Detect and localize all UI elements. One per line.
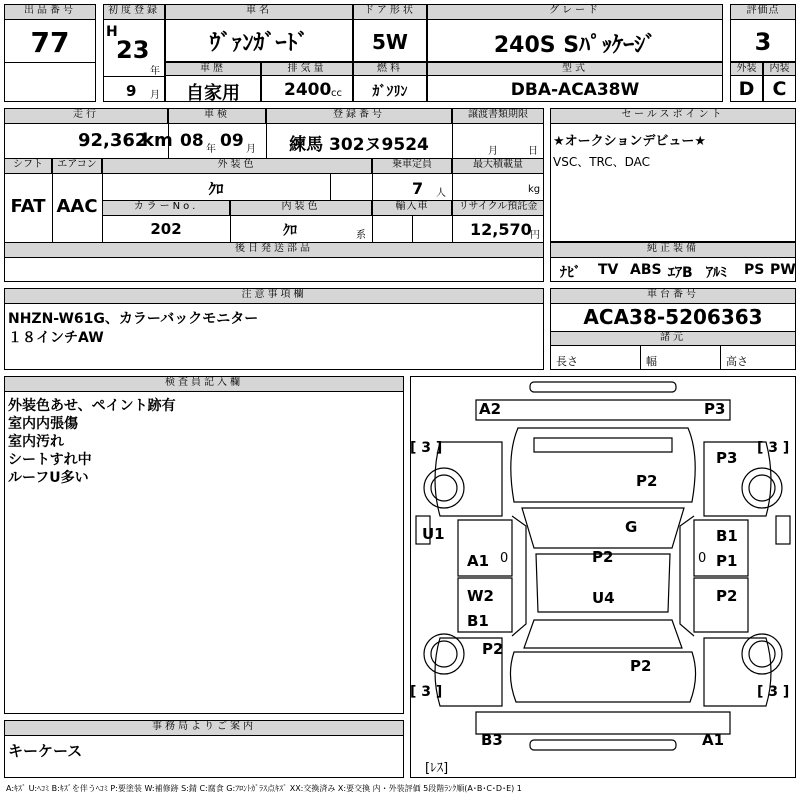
sales-line1: ★オークションデビュー★ <box>553 134 707 149</box>
equipment-abs: ABS <box>630 262 662 278</box>
inspector-line: ルーフU多い <box>8 470 89 486</box>
tire-front-right <box>742 468 782 508</box>
rear-window-outline <box>524 620 682 648</box>
color: ｸﾛ <box>208 180 224 198</box>
sales-label: セールスポイント <box>550 108 796 124</box>
mark-b1-left: B1 <box>467 612 489 630</box>
tire-tr-score: [ 3 ] <box>757 440 790 456</box>
front-bumper-outline <box>530 382 676 392</box>
right-mirror <box>776 516 790 544</box>
left-pillar-outline <box>512 516 526 636</box>
tire-rear-left <box>424 634 464 674</box>
recycle-unit: 円 <box>530 230 540 241</box>
tire-rear-left-inner <box>431 641 457 667</box>
hood-inner-outline <box>534 438 672 452</box>
tire-rear-right <box>742 634 782 674</box>
exterior-grade: D <box>738 78 755 100</box>
mark-a1-left: A1 <box>467 552 490 570</box>
mark-a1-rear: A1 <box>702 731 725 749</box>
inspector-label: 検査員記入欄 <box>4 376 404 392</box>
tire-tl-score: [ 3 ] <box>410 440 443 456</box>
score-label: 評価点 <box>730 4 796 20</box>
later-parts-label: 後日発送部品 <box>4 242 544 258</box>
tire-front-left <box>424 468 464 508</box>
inspector-line: 外装色あせ、ペイント跡有 <box>8 398 176 414</box>
inspector-line: シートすれ中 <box>8 452 92 468</box>
inspector-line: 室内汚れ <box>8 434 64 450</box>
fuel-label: 燃料 <box>353 62 427 76</box>
rear-bumper-outline <box>530 740 676 750</box>
divider <box>640 346 641 370</box>
left-front-fender-outline <box>435 442 502 516</box>
transfer-month: 月 <box>488 146 498 157</box>
color-no-label: カラーNo. <box>102 200 230 216</box>
mark-w2: W2 <box>467 587 494 605</box>
office-text: キーケース <box>8 742 83 760</box>
plate: 練馬 302ヌ9524 <box>289 135 429 155</box>
displacement-unit: cc <box>331 88 342 99</box>
mark-u1: U1 <box>422 525 445 543</box>
notes-line2: １８インチAW <box>8 330 104 346</box>
interior-grade: C <box>772 78 787 100</box>
mark-b3: B3 <box>481 731 503 749</box>
front-panel-outline <box>476 400 730 420</box>
chassis-label: 車台番号 <box>550 288 796 304</box>
model: DBA-ACA38W <box>510 80 640 100</box>
mark-p3-top: P3 <box>704 400 726 418</box>
plate-label: 登録番号 <box>266 108 452 124</box>
color-no: 202 <box>150 220 182 238</box>
tire-bl-score: [ 3 ] <box>410 684 443 700</box>
insp-year: 08 <box>180 131 204 151</box>
equipment-nav: ﾅﾋﾞ <box>560 265 581 281</box>
mark-g: G <box>625 518 638 536</box>
mileage: 92,362 <box>78 130 148 151</box>
load-unit: kg <box>528 184 541 195</box>
reg-month-unit: 月 <box>150 90 160 101</box>
office-label: 事務局よりご案内 <box>4 720 404 736</box>
shift: FAT <box>10 196 46 217</box>
sales-line2: VSC、TRC、DAC <box>553 155 651 169</box>
load-label: 最大積載量 <box>452 158 544 174</box>
lot-number: 77 <box>30 26 70 59</box>
fuel: ｶﾞｿﾘﾝ <box>372 84 408 100</box>
mileage-unit: km <box>142 130 173 151</box>
tailgate-outline <box>510 652 695 702</box>
inspection-label: 車検 <box>168 108 266 124</box>
notes-label: 注意事項欄 <box>4 288 544 304</box>
mark-zero-right: 0 <box>698 551 707 566</box>
hood-outline <box>511 428 695 502</box>
mark-p1-right: P1 <box>716 552 738 570</box>
import-label: 輸入車 <box>372 200 452 216</box>
history: 自家用 <box>186 83 240 104</box>
reg-year: 23 <box>116 36 150 64</box>
divider <box>330 174 331 200</box>
car-name: ｳﾞｧﾝｶﾞｰﾄﾞ <box>209 31 309 56</box>
ac-label: エアコン <box>52 158 102 174</box>
spare-tire: [ﾚｽ] <box>425 761 449 776</box>
displacement-label: 排気量 <box>261 62 353 76</box>
mark-p2-rear: P2 <box>630 657 652 675</box>
int-color-label: 内装色 <box>230 200 372 216</box>
right-pillar-outline <box>680 516 694 636</box>
history-label: 車歴 <box>165 62 261 76</box>
dims-label: 諸元 <box>550 331 796 346</box>
name-label: 車名 <box>165 4 353 20</box>
grade-label: グレード <box>427 4 723 20</box>
equipment-airbag: ｴｱB <box>668 265 693 281</box>
mark-p3-right: P3 <box>716 449 738 467</box>
equipment-ps: PS <box>744 262 765 278</box>
divider <box>412 216 413 242</box>
car-diagram <box>410 376 796 778</box>
color-label: 外装色 <box>102 158 372 174</box>
length-label: 長さ <box>556 355 578 368</box>
width-label: 幅 <box>646 355 657 368</box>
score: 3 <box>754 28 772 56</box>
mark-p2-left: P2 <box>482 640 504 658</box>
insp-month-unit: 月 <box>246 144 256 155</box>
equipment-label: 純正装備 <box>550 242 796 258</box>
recycle-label: リサイクル預託金 <box>452 200 544 216</box>
reg-month: 9 <box>126 82 137 100</box>
first-reg-label: 初度登録 <box>103 4 165 20</box>
capacity: 7 <box>412 179 424 198</box>
transfer-day: 日 <box>528 146 538 157</box>
ac: AAC <box>56 196 98 217</box>
door-label: ドア形状 <box>353 4 427 20</box>
mileage-label: 走行 <box>4 108 168 124</box>
insp-month: 09 <box>220 131 244 151</box>
door-type: 5W <box>372 30 408 54</box>
interior-label: 内装 <box>763 62 796 76</box>
divider <box>720 346 721 370</box>
equipment-tv: TV <box>598 262 619 278</box>
reg-divider <box>103 76 165 77</box>
legend: A:ｷｽﾞ U:ﾍｺﾐ B:ｷｽﾞを伴うﾍｺﾐ P:要塗装 W:補修跡 S:錆 C:腐食 G:ﾌﾛﾝﾄｶﾞﾗｽ点ｷｽﾞ XX:交換済み X:要交換 内・外装評価 5段階ﾗﾝｸ順(A･B･C･D･E) 1 <box>6 784 522 793</box>
transfer-label: 譲渡書類期限 <box>452 108 544 124</box>
lot-divider <box>4 62 96 63</box>
mark-p2-center: P2 <box>592 548 614 566</box>
chassis-number: ACA38-5206363 <box>583 305 763 329</box>
mark-b1-right: B1 <box>716 527 738 545</box>
mark-zero-left: 0 <box>500 551 509 566</box>
inspector-line: 室内内張傷 <box>8 416 78 432</box>
exterior-label: 外装 <box>730 62 763 76</box>
model-label: 型式 <box>427 62 723 76</box>
windshield-outline <box>522 508 684 548</box>
grade: 240S Sﾊﾟｯｹｰｼﾞ <box>493 33 657 58</box>
insp-year-unit: 年 <box>206 144 216 155</box>
capacity-label: 乗車定員 <box>372 158 452 174</box>
lot-label: 出品番号 <box>4 4 96 20</box>
equipment-pw: PW <box>770 262 796 278</box>
era: H <box>106 24 118 40</box>
int-color: ｸﾛ <box>283 223 297 239</box>
notes-line1: NHZN-W61G、カラーバックモニター <box>8 311 259 327</box>
reg-year-unit: 年 <box>150 66 160 77</box>
capacity-unit: 人 <box>436 188 446 199</box>
int-color-unit: 系 <box>356 230 366 241</box>
sales-box <box>550 108 796 242</box>
recycle: 12,570 <box>470 220 532 239</box>
shift-label: シフト <box>4 158 52 174</box>
mark-p2-hood: P2 <box>636 472 658 490</box>
mark-a2: A2 <box>479 400 502 418</box>
rear-panel-outline <box>476 712 730 734</box>
displacement: 2400 <box>284 80 332 100</box>
height-label: 高さ <box>726 355 748 368</box>
mark-p2-right: P2 <box>716 587 738 605</box>
equipment-alloy: ｱﾙﾐ <box>706 265 727 281</box>
tire-br-score: [ 3 ] <box>757 684 790 700</box>
tire-rear-right-inner <box>749 641 775 667</box>
mark-u4: U4 <box>592 589 615 607</box>
